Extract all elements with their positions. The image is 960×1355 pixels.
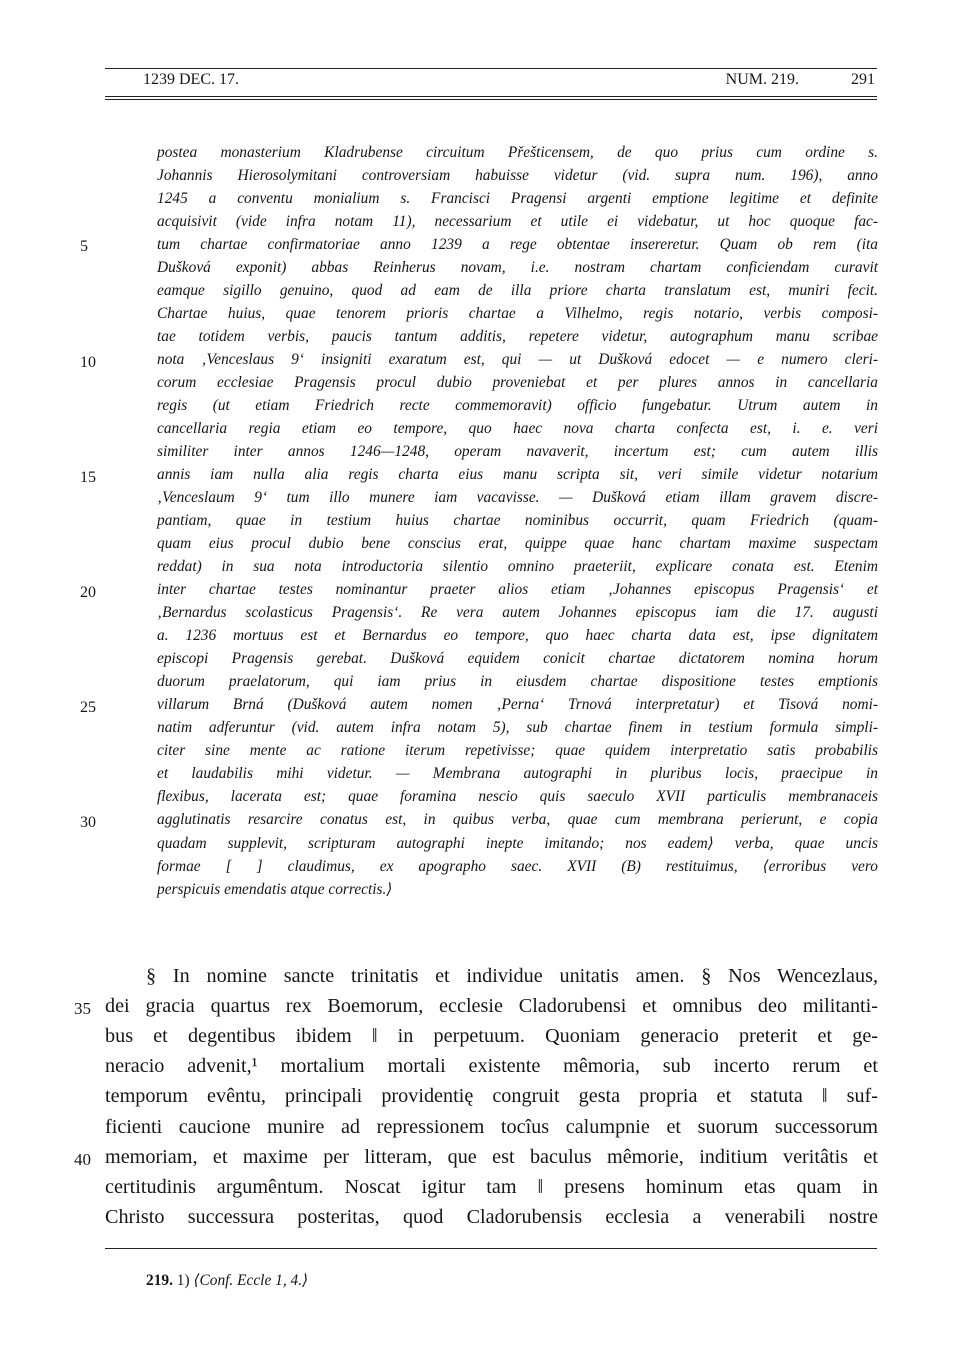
footnote-rule	[105, 1248, 877, 1249]
commentary-line: postea monasterium Kladrubense circuitum Přešticensem, de quo prius cum ordine s.	[157, 144, 878, 161]
charter-line: neracio advenit,¹ mortalium mortali existente mêmoria, sub incerto rerum et	[105, 1055, 878, 1077]
commentary-line: regis (ut etiam Friedrich recte commemoravit) officio fungebatur. Utrum autem in	[157, 397, 878, 414]
charter-line: certitudinis argumêntum. Noscat igitur tam ‖ presens hominum etas quam in	[105, 1176, 878, 1198]
commentary-line: formae [ ] claudimus, ex apographo saec. XVII (B) restituimus, ⟨erroribus vero	[157, 858, 878, 875]
commentary-line: 1245 a conventu monialium s. Francisci Pragensi argenti emptione legitime et definite	[157, 190, 878, 207]
footnote-reference: ⟨Conf. Eccle 1, 4.⟩	[193, 1272, 309, 1289]
commentary-line: ‚Venceslaum 9‘ tum illo munere iam vacavisse. — Dušková etiam illam gravem discre-	[157, 489, 878, 506]
footnote-marker: 1)	[176, 1272, 190, 1289]
line-number: 5	[80, 238, 88, 255]
commentary-line: quadam supplevit, scripturam autographi inepte imitando; nos eadem⟩ verba, quae uncis	[157, 835, 878, 852]
commentary-line: duorum praelatorum, qui iam prius in eiusdem chartae dispositione testes emptionis	[157, 673, 878, 690]
charter-line: memoriam, et maxime per litteram, que est baculus mêmorie, inditium veritâtis et	[105, 1146, 878, 1168]
line-number: 40	[74, 1150, 91, 1169]
footnote-document-number: 219.	[146, 1272, 173, 1289]
line-number: 30	[80, 814, 96, 831]
header-bottom-rule	[105, 96, 877, 97]
commentary-line: citer sine mente ac ratione iterum repetivisse; quae quidem interpretatio satis probabilis	[157, 742, 878, 759]
commentary-line: natim adferuntur (vid. autem infra notam 5), sub chartae finem in testium formula simpli-	[157, 719, 878, 736]
commentary-line: Johannis Hierosolymitani controversiam habuisse videtur (vid. supra num. 196), anno	[157, 167, 878, 184]
header-bottom-rule-double	[105, 99, 877, 100]
commentary-line: episcopi Pragensis gerebat. Dušková equidem conicit chartae dictatorem nomina horum	[157, 650, 878, 667]
commentary-line: ‚Bernardus scolasticus Pragensis‘. Re vera autem Johannes episcopus iam die 17. augusti	[157, 604, 878, 621]
line-number: 20	[80, 584, 96, 601]
commentary-line: Chartae huius, quae tenorem prioris chartae a Vilhelmo, regis notario, verbis composi-	[157, 305, 878, 322]
commentary-line: et laudabilis mihi videtur. — Membrana autographi in pluribus locis, praecipue in	[157, 765, 878, 782]
commentary-line: tum chartae confirmatoriae anno 1239 a rege obtentae insereretur. Quam ob rem (ita	[157, 236, 878, 253]
commentary-line: reddat) in sua nota introductoria silentio omnino praeteriit, explicare conata est. Etenim	[157, 558, 878, 575]
header-top-rule	[105, 68, 877, 69]
commentary-line: acquisivit (vide infra notam 11), necessarium et utile ei videbatur, ut hoc quoque fac-	[157, 213, 878, 230]
charter-line: § In nomine sancte trinitatis et individue unitatis amen. § Nos Wencezlaus,	[146, 965, 878, 987]
running-head-date: 1239 DEC. 17.	[143, 71, 239, 88]
commentary-line: pantiam, quae in testium huius chartae nominibus occurrit, quam Friedrich (quam-	[157, 512, 878, 529]
charter-line: bus et degentibus ibidem ‖ in perpetuum. Quoniam generacio preterit et ge-	[105, 1025, 878, 1047]
commentary-line: nota ‚Venceslaus 9‘ insigniti exaratum est, qui — ut Dušková edocet — e numero cleri-	[157, 351, 878, 368]
line-number: 15	[80, 469, 96, 486]
commentary-line: Dušková exponit) abbas Reinherus novam, i.e. nostram chartam conficiendam curavit	[157, 259, 878, 276]
commentary-line: cancellaria regia etiam eo tempore, quo haec nova charta confecta est, i. e. veri	[157, 420, 878, 437]
line-number: 35	[74, 999, 91, 1018]
commentary-line: agglutinatis resarcire conatus est, in quibus verba, quae cum membrana perierunt, e copia	[157, 811, 878, 828]
charter-line: temporum evêntu, principali providentię congruit gesta propria et statuta ‖ suf-	[105, 1085, 878, 1107]
commentary-line: villarum Brná (Dušková autem nomen ‚Perna‘ Trnová interpretatur) et Tisová nomi-	[157, 696, 878, 713]
commentary-line: perspicuis emendatis atque correctis.⟩	[157, 881, 393, 898]
commentary-line: tae totidem verbis, paucis tantum additis, repetere videtur, autographum manu scribae	[157, 328, 878, 345]
line-number: 25	[80, 699, 96, 716]
running-head-number: NUM. 219.	[725, 71, 799, 88]
commentary-line: corum ecclesiae Pragensis procul dubio proveniebat et per plures annos in cancellaria	[157, 374, 878, 391]
charter-line: ficienti caucione munire ad repressionem tocîus calumpnie et suorum successorum	[105, 1116, 878, 1138]
footnote	[146, 1271, 308, 1290]
line-number: 10	[80, 354, 96, 371]
commentary-line: inter chartae testes nominantur praeter alios etiam ‚Johannes episcopus Pragensis‘ et	[157, 581, 878, 598]
running-head	[105, 71, 877, 95]
charter-line: Christo successura posteritas, quod Cladorubensis ecclesia a venerabili nostre	[105, 1206, 878, 1228]
commentary-line: similiter inter annos 1246—1248, operam navaverit, incertum est; cum autem illis	[157, 443, 878, 460]
commentary-line: a. 1236 mortuus est et Bernardus eo tempore, quo haec charta data est, ipse dignitatem	[157, 627, 878, 644]
commentary-line: eamque sigillo genuino, quod ad eam de illa priore charta translatum est, muniri fecit.	[157, 282, 878, 299]
page-number: 291	[851, 71, 875, 88]
charter-line: dei gracia quartus rex Boemorum, ecclesie Cladorubensi et omnibus deo militanti-	[105, 995, 878, 1017]
commentary-line: annis iam nulla alia regis charta eius manu scripta sit, veri simile videtur notarium	[157, 466, 878, 483]
commentary-line: flexibus, lacerata est; quae foramina nescio quis saeculo XVII particulis membranaceis	[157, 788, 878, 805]
commentary-line: quam eius procul dubio bene conscius erat, quippe quae hanc chartam maxime suspectam	[157, 535, 878, 552]
